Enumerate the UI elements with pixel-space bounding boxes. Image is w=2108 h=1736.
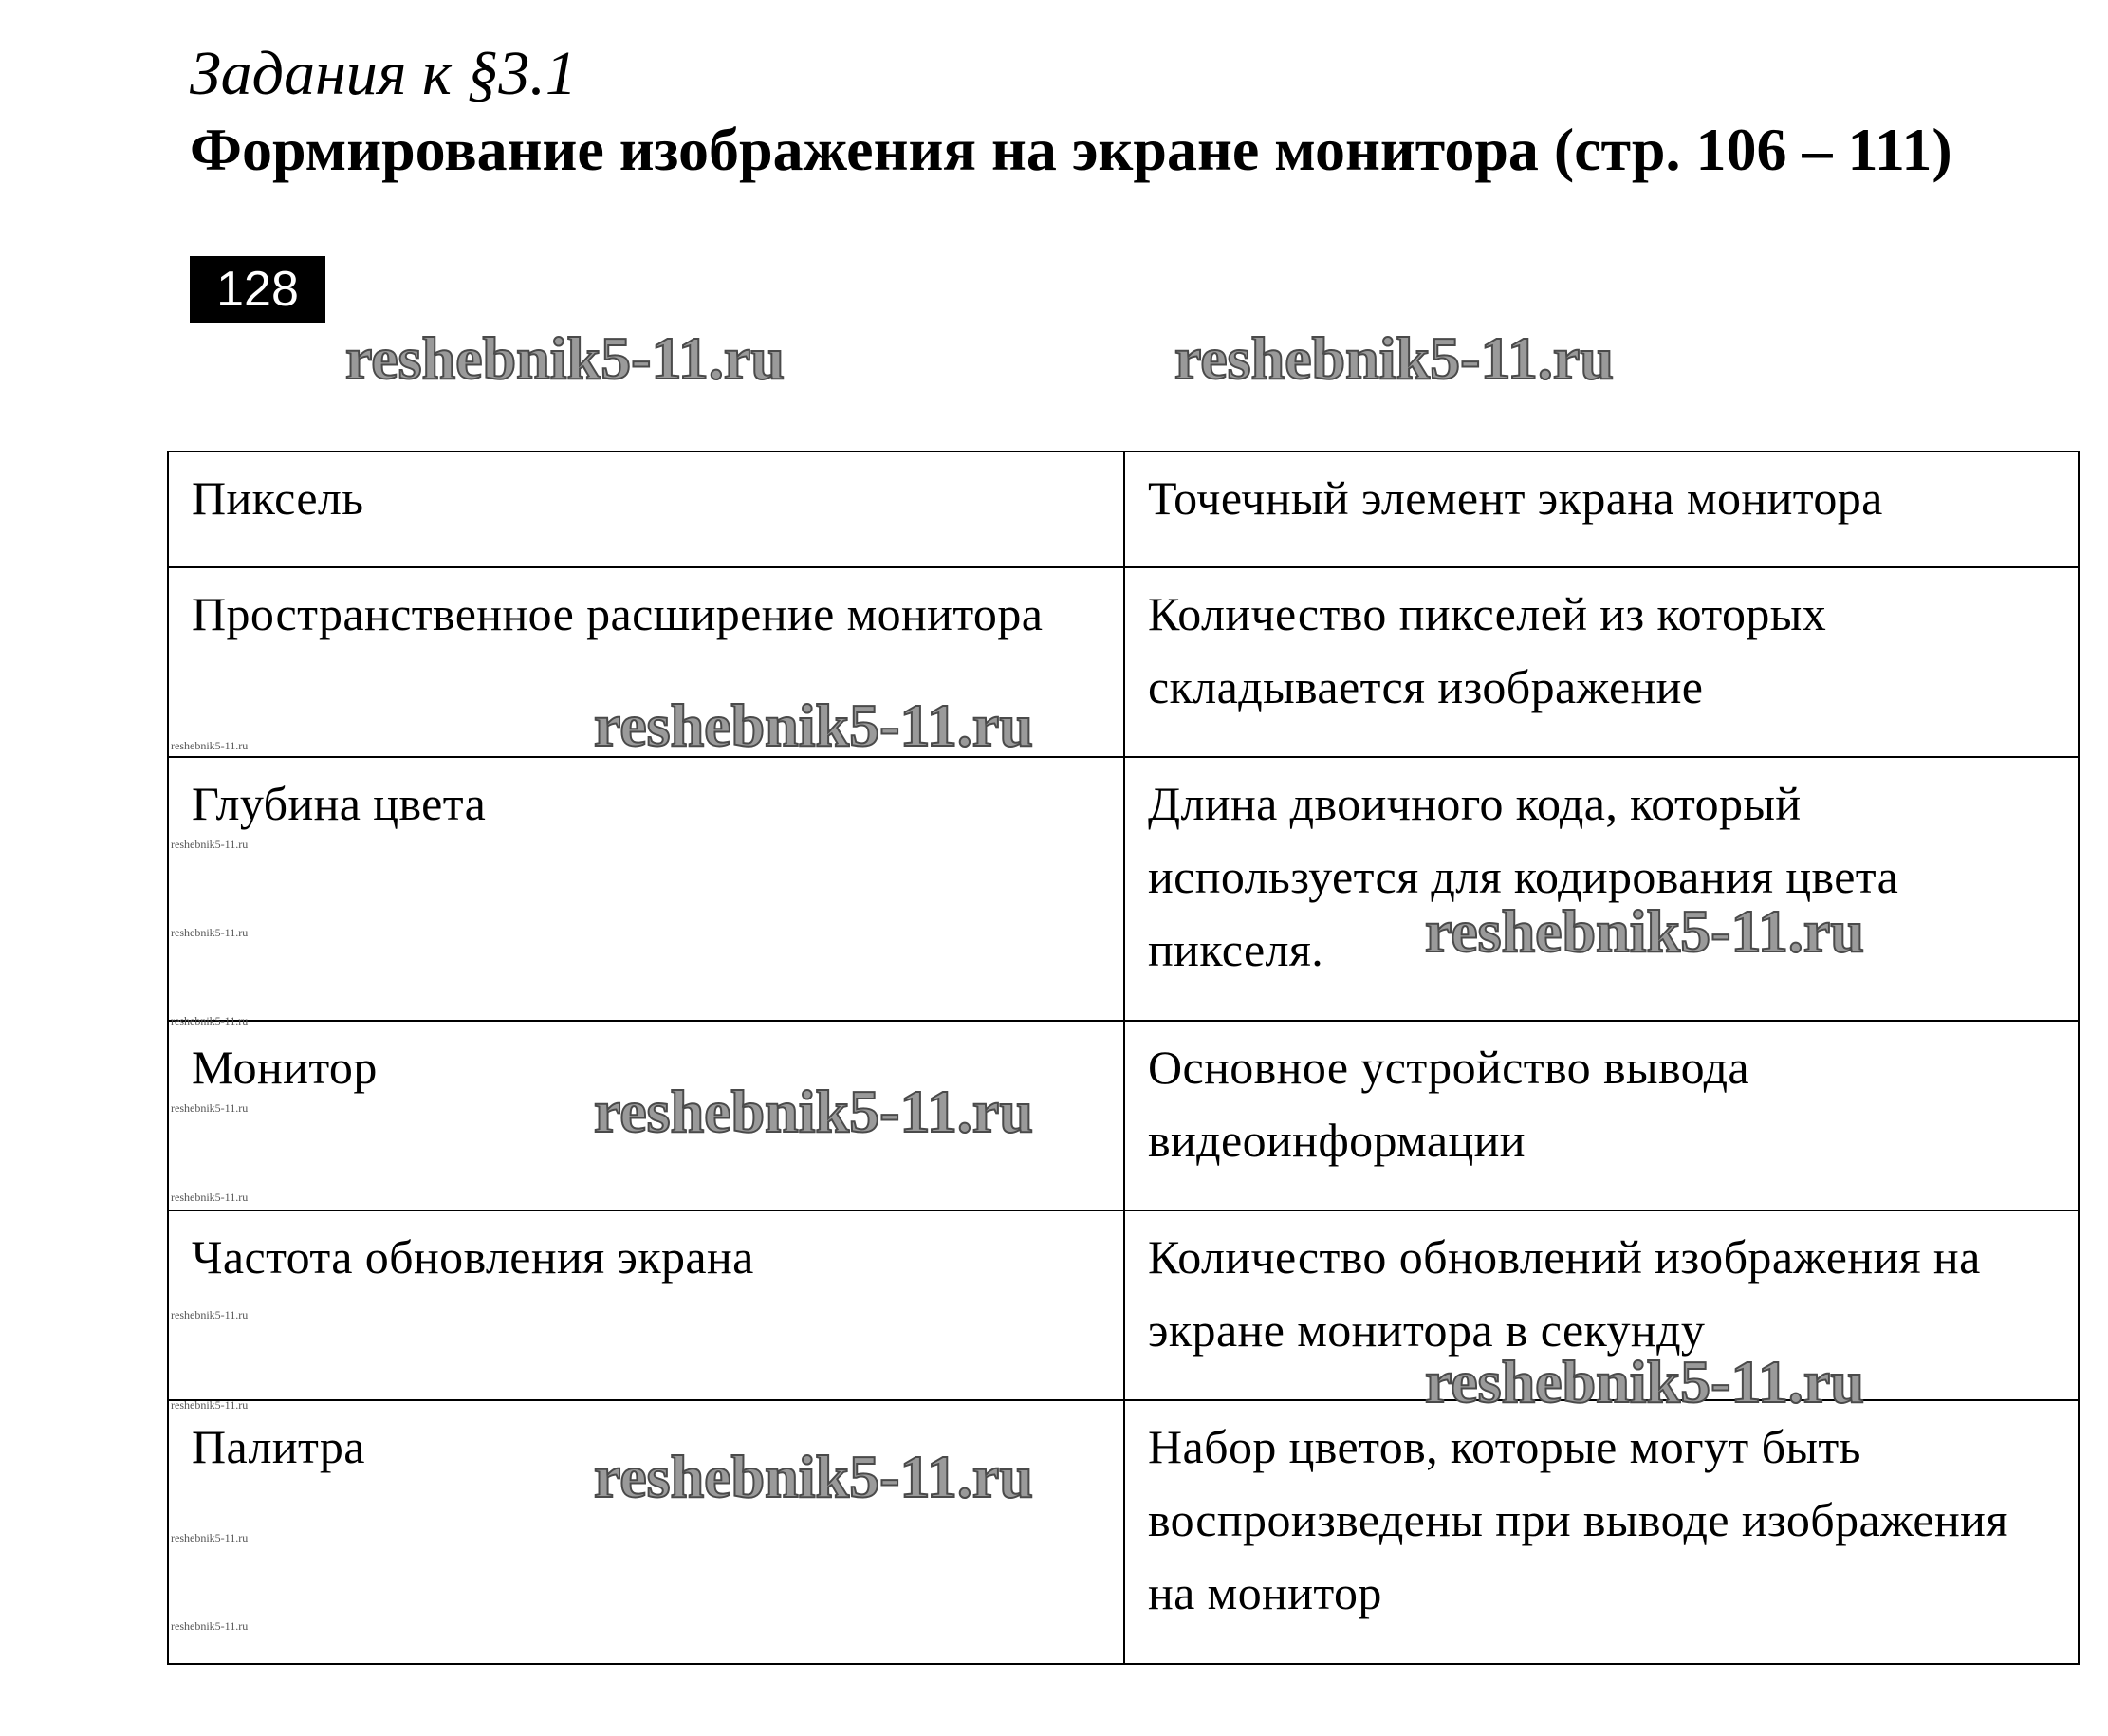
definitions-table [167, 451, 2080, 1665]
watermark-small: reshebnik5-11.ru [171, 1398, 249, 1412]
table-row [168, 757, 2079, 1021]
table-row [168, 1021, 2079, 1210]
watermark-small: reshebnik5-11.ru [171, 1101, 249, 1115]
definition-cell: Точечный элемент экрана монитора [1124, 452, 2079, 567]
task-number-badge: 128 [190, 256, 325, 323]
watermark: reshebnik5-11.ru [1425, 897, 1864, 965]
watermark: reshebnik5-11.ru [345, 324, 785, 392]
table-row [168, 452, 2079, 567]
term-cell: Пространственное расширение монитора [168, 567, 1124, 757]
watermark-small: reshebnik5-11.ru [171, 1014, 249, 1027]
definition-cell: Основное устройство вывода видеоинформации [1124, 1021, 2079, 1210]
term-cell: Пиксель [168, 452, 1124, 567]
watermark-small: reshebnik5-11.ru [171, 739, 249, 752]
term-cell: Палитра [168, 1400, 1124, 1664]
definition-cell: Количество обновлений изображения на экране монитора в секунду [1124, 1210, 2079, 1400]
term-cell: Частота обновления экрана [168, 1210, 1124, 1400]
definition-cell: Количество пикселей из которых складывается изображение [1124, 567, 2079, 757]
watermark-small: reshebnik5-11.ru [171, 838, 249, 851]
table-row [168, 567, 2079, 757]
definition-cell: Длина двоичного кода, который используется для кодирования цвета пикселя. [1124, 757, 2079, 1021]
watermark: reshebnik5-11.ru [594, 1078, 1033, 1145]
term-cell: Глубина цвета [168, 757, 1124, 1021]
section-title: Формирование изображения на экране монитора (стр. 106 – 111) [190, 116, 1952, 183]
table-row [168, 1400, 2079, 1664]
term-cell: Монитор [168, 1021, 1124, 1210]
watermark-small: reshebnik5-11.ru [171, 1531, 249, 1544]
section-subtitle: Задания к §3.1 [190, 39, 577, 108]
watermark-small: reshebnik5-11.ru [171, 1191, 249, 1204]
watermark: reshebnik5-11.ru [1174, 324, 1614, 392]
watermark-small: reshebnik5-11.ru [171, 1308, 249, 1321]
watermark-small: reshebnik5-11.ru [171, 926, 249, 939]
watermark: reshebnik5-11.ru [594, 692, 1033, 759]
watermark: reshebnik5-11.ru [594, 1443, 1033, 1510]
watermark-small: reshebnik5-11.ru [171, 1619, 249, 1633]
definition-cell: Набор цветов, которые могут быть воспроизведены при выводе изображения на монитор [1124, 1400, 2079, 1664]
watermark: reshebnik5-11.ru [1425, 1348, 1864, 1415]
